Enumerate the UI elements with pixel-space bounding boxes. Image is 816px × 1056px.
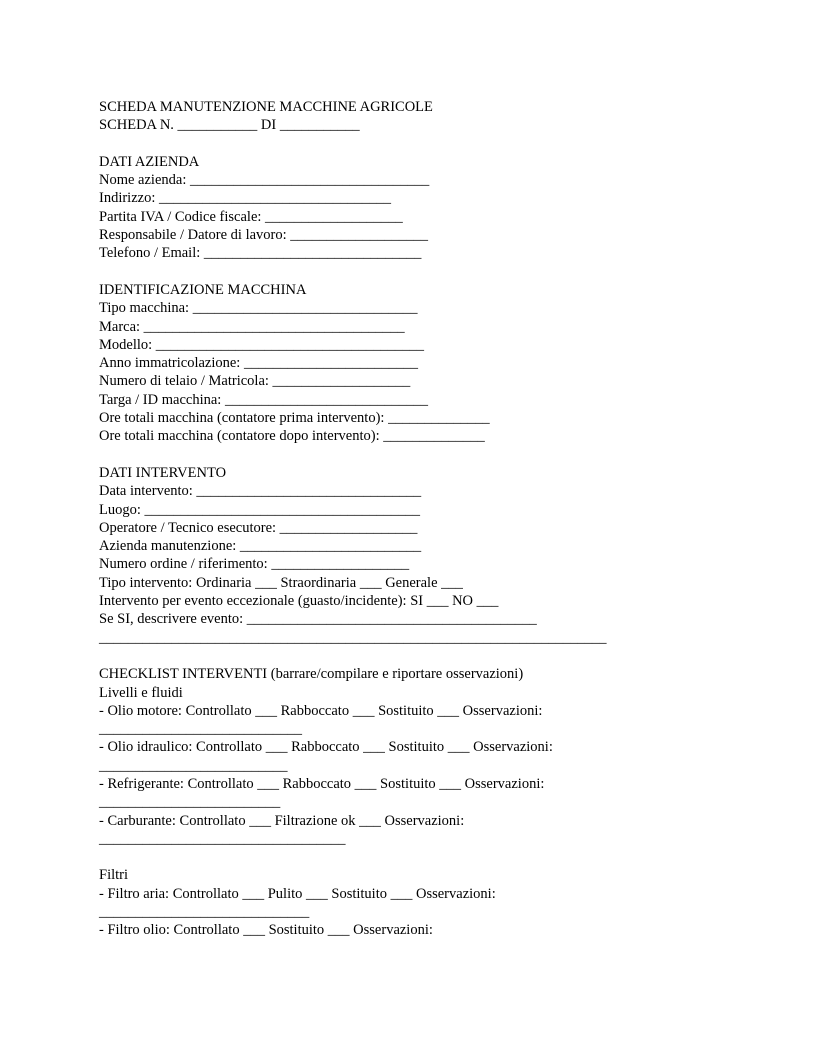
check-air-filter-notes: _____________________________ [99,904,310,921]
field-event-description-continued: ______________________________________________________________________ [99,629,607,646]
check-engine-oil-notes: ____________________________ [99,721,302,738]
field-machine-type: Tipo macchina: _______________________________ [99,300,418,317]
section-heading-checklist: CHECKLIST INTERVENTI (barrare/compilare e riportare osservazioni) [99,666,524,683]
section-heading-company: DATI AZIENDA [99,153,200,170]
field-registration-year: Anno immatricolazione: ________________________ [99,355,418,372]
subheading-levels-fluids: Livelli e fluidi [99,684,183,701]
field-phone-email: Telefono / Email: ______________________________ [99,245,422,262]
field-brand: Marca: ____________________________________ [99,318,405,335]
check-oil-filter: - Filtro olio: Controllato ___ Sostituito ___ Osservazioni: [99,922,433,939]
field-plate-id: Targa / ID macchina: ____________________________ [99,391,428,408]
field-intervention-date: Data intervento: _______________________________ [99,483,422,500]
field-responsible: Responsabile / Datore di lavoro: ___________________ [99,227,429,244]
field-hours-after: Ore totali macchina (contatore dopo intervento): ______________ [99,428,485,445]
check-coolant-notes: _________________________ [99,794,281,811]
check-fuel-notes: __________________________________ [99,830,346,847]
check-engine-oil: - Olio motore: Controllato ___ Rabboccato ___ Sostituito ___ Osservazioni: [99,702,543,719]
check-coolant: - Refrigerante: Controllato ___ Rabboccato ___ Sostituito ___ Osservazioni: [99,775,545,792]
blank-line [99,135,719,153]
blank-line [99,263,719,281]
field-chassis-number: Numero di telaio / Matricola: ___________________ [99,373,411,390]
field-hours-before: Ore totali macchina (contatore prima intervento): ______________ [99,410,490,427]
blank-line [99,848,719,866]
subheading-filters: Filtri [99,867,129,884]
field-model: Modello: _____________________________________ [99,336,425,353]
document-page [99,98,719,940]
check-fuel: - Carburante: Controllato ___ Filtrazione ok ___ Osservazioni: [99,812,465,829]
sheet-number-line: SCHEDA N. ___________ DI ___________ [99,117,360,134]
field-company-name: Nome azienda: _________________________________ [99,172,430,189]
field-location: Luogo: ______________________________________ [99,501,421,518]
document-title: SCHEDA MANUTENZIONE MACCHINE AGRICOLE [99,99,433,115]
check-hydraulic-oil: - Olio idraulico: Controllato ___ Rabboccato ___ Sostituito ___ Osservazioni: [99,739,553,756]
blank-line [99,647,719,665]
field-maintenance-company: Azienda manutenzione: _________________________ [99,538,422,555]
field-address: Indirizzo: ________________________________ [99,190,391,207]
field-order-number: Numero ordine / riferimento: ___________________ [99,556,410,573]
field-intervention-type: Tipo intervento: Ordinaria ___ Straordinaria ___ Generale ___ [99,574,463,591]
field-vat-code: Partita IVA / Codice fiscale: ___________________ [99,208,403,225]
field-event-description: Se SI, descrivere evento: ________________________________________ [99,611,537,628]
section-heading-intervention: DATI INTERVENTO [99,464,227,481]
check-air-filter: - Filtro aria: Controllato ___ Pulito ___ Sostituito ___ Osservazioni: [99,885,496,902]
blank-line [99,446,719,464]
check-hydraulic-oil-notes: __________________________ [99,757,288,774]
field-exceptional-event: Intervento per evento eccezionale (guasto/incidente): SI ___ NO ___ [99,593,499,610]
field-operator: Operatore / Tecnico esecutore: ___________________ [99,519,418,536]
section-heading-machine: IDENTIFICAZIONE MACCHINA [99,281,307,298]
